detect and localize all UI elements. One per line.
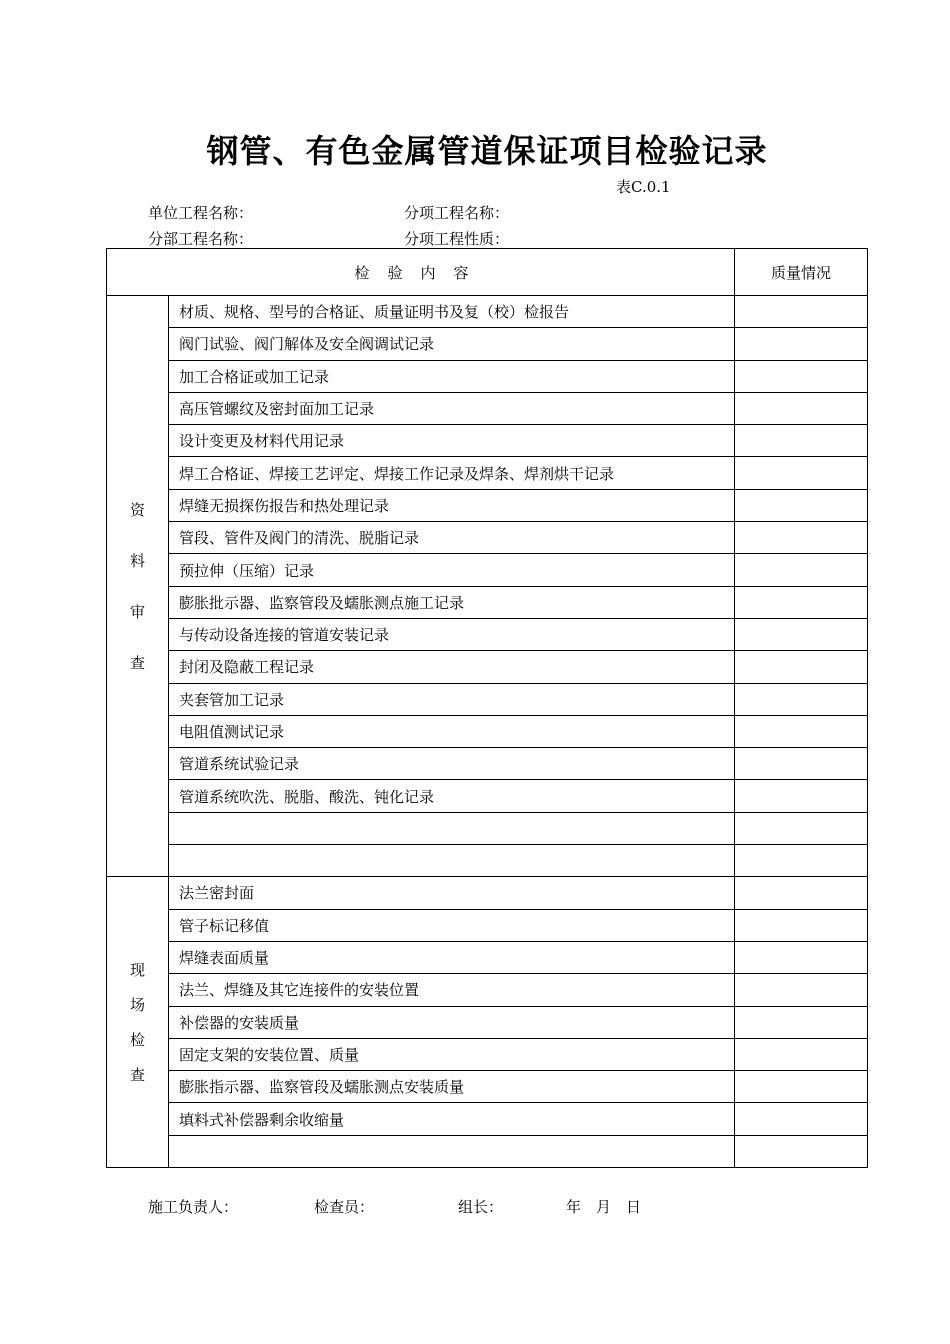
- category-char: 查: [129, 654, 145, 673]
- table-row: [107, 1135, 868, 1167]
- inspection-item: 法兰、焊缝及其它连接件的安装位置: [169, 974, 735, 1006]
- inspection-item: 焊缝表面质量: [169, 941, 735, 973]
- table-row: [107, 522, 868, 554]
- table-row: [107, 1103, 868, 1135]
- inspection-item: [169, 812, 735, 844]
- category-char: 检: [129, 1031, 145, 1050]
- table-row: [107, 683, 868, 715]
- table-row: [107, 877, 868, 909]
- quality-cell[interactable]: [735, 457, 868, 489]
- inspection-item: 管子标记移值: [169, 909, 735, 941]
- table-row: [107, 1006, 868, 1038]
- page-title: 钢管、有色金属管道保证项目检验记录: [206, 132, 768, 170]
- construction-lead-label: 施工负责人：: [148, 1198, 239, 1216]
- site-inspection-category: [107, 877, 169, 1168]
- inspection-table: [106, 248, 868, 1168]
- table-row: [107, 489, 868, 521]
- category-char: 资: [129, 501, 145, 520]
- inspection-item: 材质、规格、型号的合格证、质量证明书及复（校）检报告: [169, 296, 735, 328]
- header-quality-status: 质量情况: [735, 249, 868, 296]
- table-row: [107, 554, 868, 586]
- document-review-category: [107, 296, 169, 877]
- quality-cell[interactable]: [735, 1135, 868, 1167]
- inspection-item: [169, 1135, 735, 1167]
- inspection-item: 膨胀批示器、监察管段及蠕胀测点施工记录: [169, 586, 735, 618]
- table-row: [107, 296, 868, 328]
- form-number: 表C.0.1: [616, 178, 671, 196]
- quality-cell[interactable]: [735, 296, 868, 328]
- quality-cell[interactable]: [735, 489, 868, 521]
- table-row: [107, 618, 868, 650]
- table-row: [107, 812, 868, 844]
- category-char: 料: [129, 552, 145, 571]
- quality-cell[interactable]: [735, 845, 868, 877]
- inspection-item: 焊工合格证、焊接工艺评定、焊接工作记录及焊条、焊剂烘干记录: [169, 457, 735, 489]
- table-row: [107, 392, 868, 424]
- inspection-item: 管道系统吹洗、脱脂、酸洗、钝化记录: [169, 780, 735, 812]
- quality-cell[interactable]: [735, 360, 868, 392]
- category-char: 场: [129, 996, 145, 1015]
- inspection-item: 电阻值测试记录: [169, 715, 735, 747]
- inspection-item: 加工合格证或加工记录: [169, 360, 735, 392]
- inspection-item: 固定支架的安装位置、质量: [169, 1038, 735, 1070]
- inspection-item: 补偿器的安装质量: [169, 1006, 735, 1038]
- inspection-item: 法兰密封面: [169, 877, 735, 909]
- quality-cell[interactable]: [735, 554, 868, 586]
- quality-cell[interactable]: [735, 812, 868, 844]
- quality-cell[interactable]: [735, 328, 868, 360]
- header-inspection-content: 检验内容: [107, 249, 735, 296]
- quality-cell[interactable]: [735, 974, 868, 1006]
- sub-item-nature-label: 分项工程性质：: [404, 230, 510, 248]
- quality-cell[interactable]: [735, 618, 868, 650]
- quality-cell[interactable]: [735, 877, 868, 909]
- quality-cell[interactable]: [735, 586, 868, 618]
- inspection-item: 设计变更及材料代用记录: [169, 425, 735, 457]
- table-row: [107, 1071, 868, 1103]
- table-row: [107, 457, 868, 489]
- category-char: 查: [129, 1066, 145, 1085]
- inspection-item: 管道系统试验记录: [169, 748, 735, 780]
- quality-cell[interactable]: [735, 1038, 868, 1070]
- quality-cell[interactable]: [735, 780, 868, 812]
- table-row: [107, 586, 868, 618]
- table-header-row: [107, 249, 868, 296]
- quality-cell[interactable]: [735, 1071, 868, 1103]
- table-row: [107, 909, 868, 941]
- quality-cell[interactable]: [735, 392, 868, 424]
- inspection-item: 封闭及隐蔽工程记录: [169, 651, 735, 683]
- quality-cell[interactable]: [735, 651, 868, 683]
- inspection-item: 与传动设备连接的管道安装记录: [169, 618, 735, 650]
- inspection-item: 高压管螺纹及密封面加工记录: [169, 392, 735, 424]
- team-leader-label: 组长：: [458, 1198, 504, 1216]
- inspection-item: 填料式补偿器剩余收缩量: [169, 1103, 735, 1135]
- table-row: [107, 328, 868, 360]
- sub-item-project-label: 分项工程名称：: [404, 204, 510, 222]
- inspection-item: 管段、管件及阀门的清洗、脱脂记录: [169, 522, 735, 554]
- quality-cell[interactable]: [735, 715, 868, 747]
- quality-cell[interactable]: [735, 909, 868, 941]
- division-project-label: 分部工程名称：: [148, 230, 254, 248]
- quality-cell[interactable]: [735, 425, 868, 457]
- inspection-item: 膨胀指示器、监察管段及蠕胀测点安装质量: [169, 1071, 735, 1103]
- quality-cell[interactable]: [735, 1103, 868, 1135]
- quality-cell[interactable]: [735, 1006, 868, 1038]
- date-label: 年 月 日: [566, 1198, 642, 1216]
- inspection-item: [169, 845, 735, 877]
- table-row: [107, 845, 868, 877]
- table-row: [107, 780, 868, 812]
- category-char: 现: [129, 961, 145, 980]
- quality-cell[interactable]: [735, 522, 868, 554]
- table-row: [107, 974, 868, 1006]
- inspection-item: 焊缝无损探伤报告和热处理记录: [169, 489, 735, 521]
- inspection-item: 预拉伸（压缩）记录: [169, 554, 735, 586]
- inspector-label: 检查员：: [314, 1198, 375, 1216]
- category-char: 审: [129, 603, 145, 622]
- table-row: [107, 748, 868, 780]
- quality-cell[interactable]: [735, 683, 868, 715]
- inspection-item: 阀门试验、阀门解体及安全阀调试记录: [169, 328, 735, 360]
- table-row: [107, 1038, 868, 1070]
- quality-cell[interactable]: [735, 748, 868, 780]
- table-row: [107, 651, 868, 683]
- unit-project-label: 单位工程名称：: [148, 204, 254, 222]
- table-row: [107, 715, 868, 747]
- table-row: [107, 360, 868, 392]
- table-row: [107, 425, 868, 457]
- quality-cell[interactable]: [735, 941, 868, 973]
- inspection-item: 夹套管加工记录: [169, 683, 735, 715]
- table-row: [107, 941, 868, 973]
